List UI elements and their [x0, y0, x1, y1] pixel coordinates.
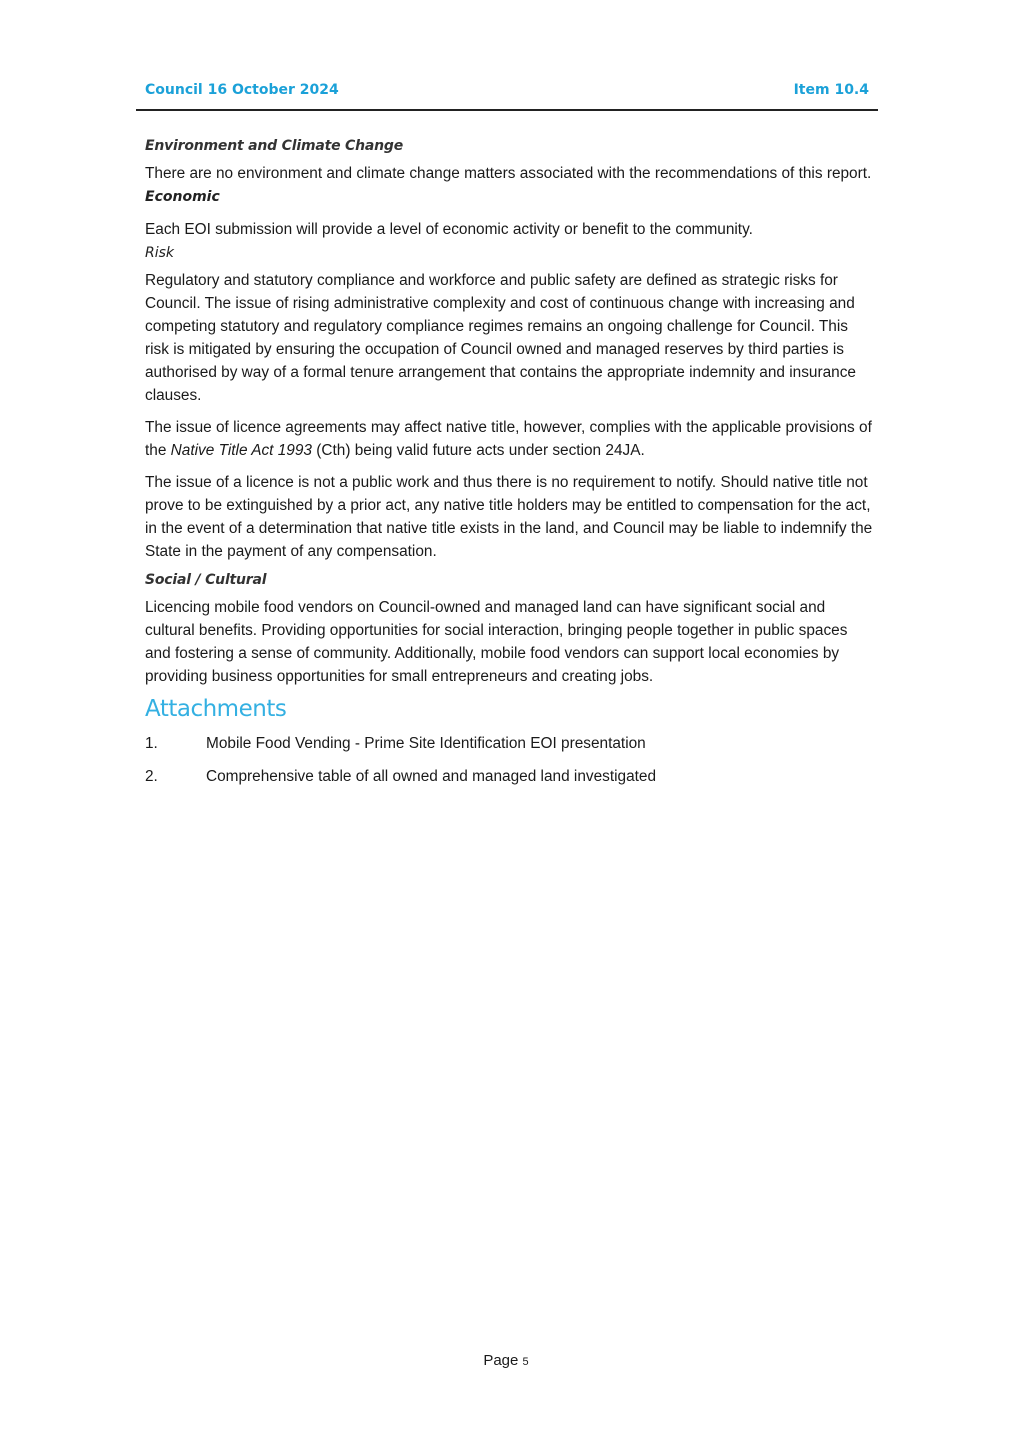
risk-p2-before: The issue of licence agreements may affect native title, however, complies with the applicable provisions of the: [145, 419, 872, 459]
economic-paragraph: Each EOI submission will provide a level of economic activity or benefit to the community.: [145, 221, 753, 238]
page-header: [145, 80, 869, 100]
meeting-title: Council 16 October 2024: [145, 82, 339, 98]
risk-paragraph-1: Regulatory and statutory compliance and workforce and public safety are defined as strategic risks for Council. The issue of rising administrative complexity and cost of continuous change with increasing and competing statutory and regulatory compliance regimes remains an ongoing challenge for Council. This risk is mitigated by ensuring the occupation of Council owned and managed reserves by third parties is authorised by way of a formal tenure arrangement that contains the appropriate indemnity and insurance clauses.: [145, 272, 856, 404]
attachments-heading: Attachments: [145, 696, 287, 722]
attachment-number: 2.: [145, 768, 158, 785]
environment-text: There are no environment and climate change matters associated with the recommendations of this report.: [145, 165, 872, 182]
page-footer: [0, 1352, 1012, 1369]
page-label: Page: [483, 1352, 519, 1369]
attachment-item[interactable]: [145, 765, 873, 788]
attachment-item[interactable]: [145, 732, 873, 755]
social-paragraph: Licencing mobile food vendors on Council-owned and managed land can have significant social and cultural benefits. Providing opportunities for social interaction, bringing people together in public spaces and fostering a sense of community. Additionally, mobile food vendors can support local economies by providing business opportunities for small entrepreneurs and creating jobs.: [145, 599, 848, 685]
risk-paragraph-2: [145, 416, 873, 462]
environment-paragraph: [145, 162, 873, 209]
attachment-label: Comprehensive table of all owned and managed land investigated: [206, 768, 657, 785]
act-name: Native Title Act 1993: [170, 442, 312, 459]
attachment-label: Mobile Food Vending - Prime Site Identification EOI presentation: [206, 735, 646, 752]
risk-p2-after: (Cth) being valid future acts under section 24JA.: [311, 442, 645, 459]
attachment-number: 1.: [145, 735, 158, 752]
economic-heading: Economic: [145, 189, 220, 205]
social-heading: Social / Cultural: [145, 572, 267, 588]
page-number: 5: [522, 1356, 529, 1368]
risk-heading: Risk: [145, 245, 175, 261]
environment-heading: Environment and Climate Change: [145, 138, 404, 154]
risk-paragraph-3: The issue of a licence is not a public work and thus there is no requirement to notify. Should native title not prove to be extinguished by a prior act, any native title holders may be entitled to compensation for the act, in the event of a determination that native title exists in the land, and Council may be liable to indemnify the State in the payment of any compensation.: [145, 474, 873, 560]
item-number: Item 10.4: [793, 82, 869, 98]
header-divider: [136, 109, 878, 111]
document-body: [145, 138, 873, 798]
